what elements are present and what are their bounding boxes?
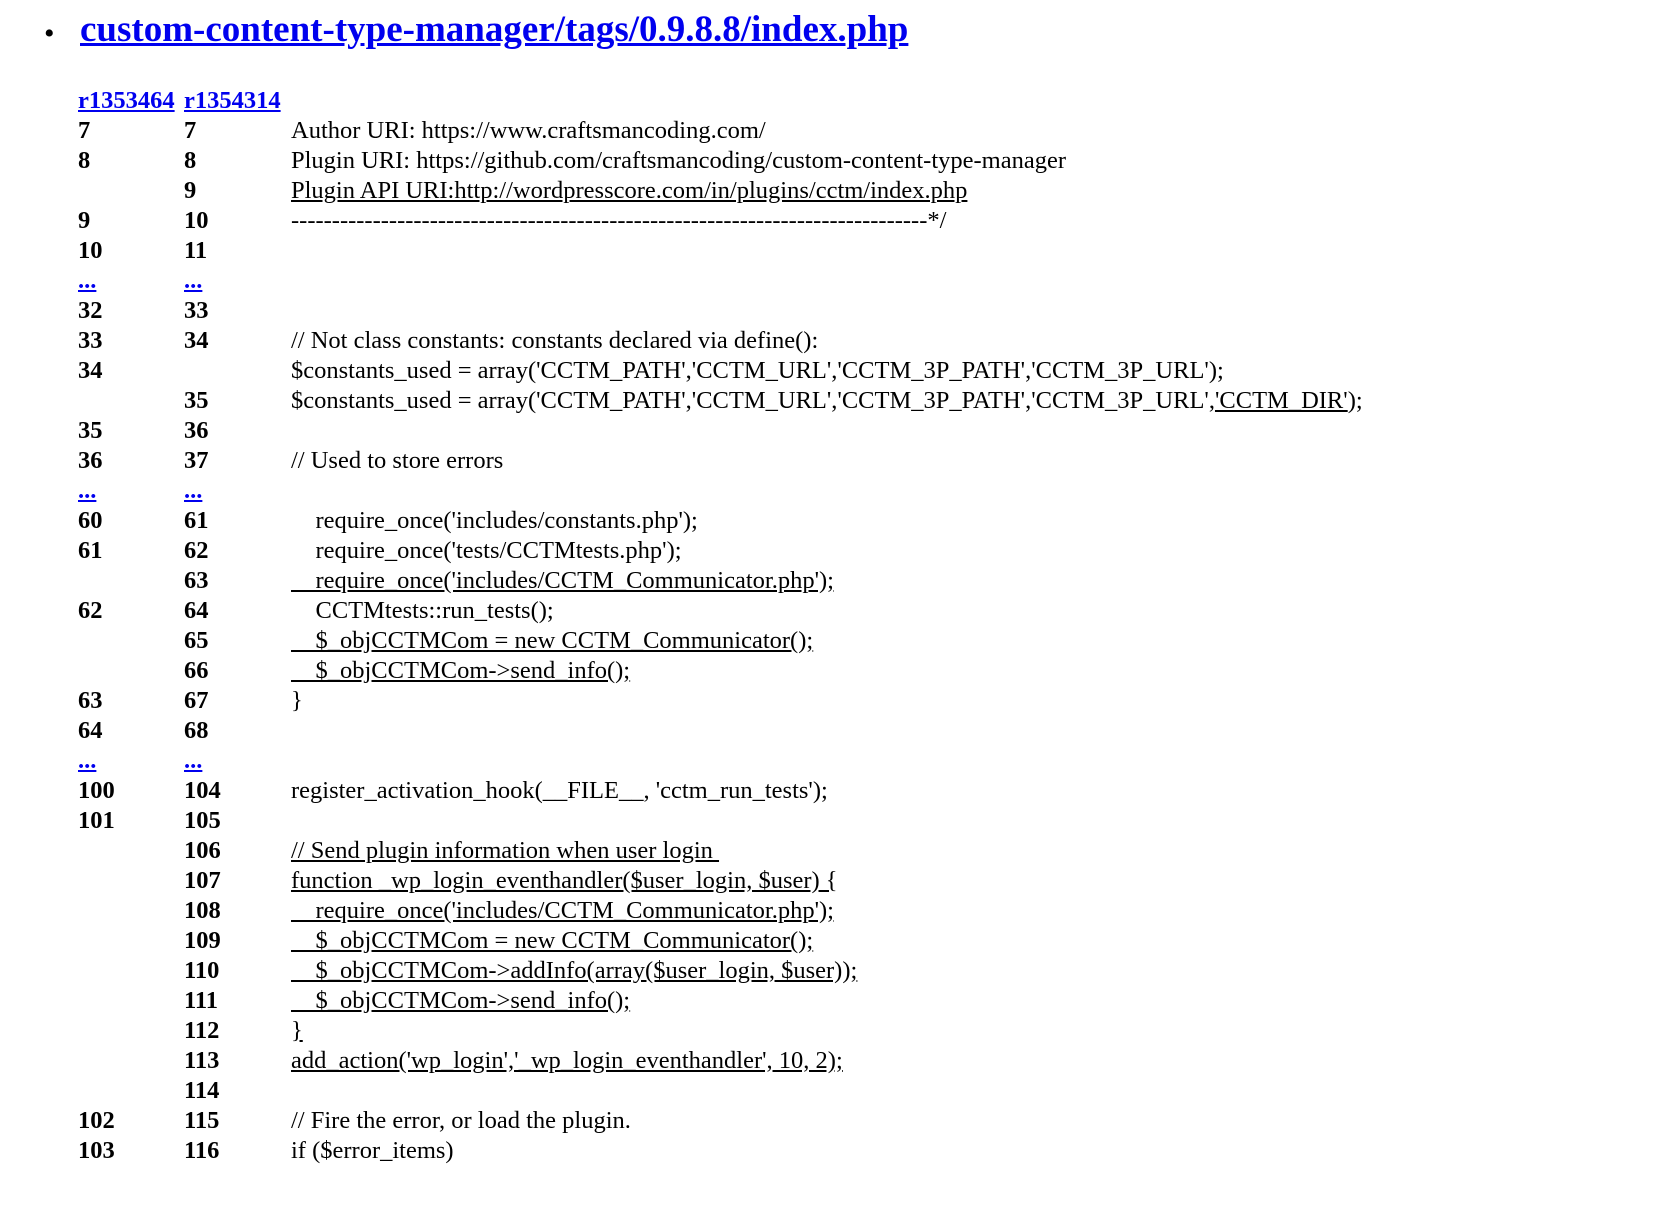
diff-line-row bbox=[78, 836, 1363, 866]
old-line-number: 64 bbox=[78, 717, 103, 744]
old-line-number bbox=[78, 956, 184, 986]
diff-line-row bbox=[78, 866, 1363, 896]
diff-table bbox=[78, 86, 1363, 1166]
diff-line-row bbox=[78, 1016, 1363, 1046]
diff-line-row bbox=[78, 416, 1363, 446]
old-line-number: 36 bbox=[78, 447, 103, 474]
old-line-number: 9 bbox=[78, 207, 91, 234]
code-line: // Send plugin information when user login bbox=[291, 837, 720, 864]
new-line-number: 105 bbox=[184, 807, 221, 834]
inserted-fragment: 'CCTM_DIR' bbox=[1214, 387, 1348, 414]
new-line-number: 68 bbox=[184, 717, 209, 744]
old-line-number bbox=[78, 1016, 184, 1046]
diff-line-row bbox=[78, 206, 1363, 236]
old-skip-cell bbox=[78, 266, 184, 296]
file-path-link[interactable]: custom-content-type-manager/tags/0.9.8.8/index.php bbox=[80, 9, 909, 50]
new-skip-cell bbox=[184, 476, 291, 506]
old-line-number bbox=[78, 626, 184, 656]
diff-line-row bbox=[78, 236, 1363, 266]
code-line: } bbox=[291, 687, 303, 714]
diff-line-row bbox=[78, 116, 1363, 146]
old-line-number bbox=[78, 986, 184, 1016]
skip-link-new[interactable]: ... bbox=[184, 747, 203, 774]
old-line-number: 8 bbox=[78, 147, 91, 174]
diff-line-row bbox=[78, 386, 1363, 416]
diff-line-row bbox=[78, 176, 1363, 206]
diff-skip-row bbox=[78, 746, 1363, 776]
code-line: require_once('includes/CCTM_Communicator.php'); bbox=[291, 897, 834, 924]
code-line: // Not class constants: constants declared via define(): bbox=[291, 327, 819, 354]
diff-line-row bbox=[78, 566, 1363, 596]
code-line: // Used to store errors bbox=[291, 447, 504, 474]
code-line bbox=[291, 236, 1363, 266]
code-line bbox=[291, 806, 1363, 836]
code-line: } bbox=[291, 1017, 303, 1044]
diff-skip-row bbox=[78, 476, 1363, 506]
new-line-number: 62 bbox=[184, 537, 209, 564]
diff-body bbox=[78, 116, 1363, 1166]
diff-line-row bbox=[78, 896, 1363, 926]
diff-line-row bbox=[78, 776, 1363, 806]
new-line-number: 109 bbox=[184, 927, 221, 954]
old-line-number bbox=[78, 926, 184, 956]
new-line-number: 8 bbox=[184, 147, 197, 174]
code-line: require_once('tests/CCTMtests.php'); bbox=[291, 537, 682, 564]
old-line-number bbox=[78, 176, 184, 206]
diff-skip-row bbox=[78, 266, 1363, 296]
skip-link-new[interactable]: ... bbox=[184, 267, 203, 294]
new-line-number: 9 bbox=[184, 177, 197, 204]
skip-link-old[interactable]: ... bbox=[78, 747, 97, 774]
diff-line-row bbox=[78, 326, 1363, 356]
code-line bbox=[291, 746, 1363, 776]
diff-line-row bbox=[78, 656, 1363, 686]
old-line-number: 62 bbox=[78, 597, 103, 624]
new-line-number: 37 bbox=[184, 447, 209, 474]
new-line-number: 64 bbox=[184, 597, 209, 624]
old-line-number bbox=[78, 1046, 184, 1076]
new-line-number: 33 bbox=[184, 297, 209, 324]
code-line: if ($error_items) bbox=[291, 1137, 454, 1164]
code-line bbox=[291, 716, 1363, 746]
new-line-number: 113 bbox=[184, 1047, 220, 1074]
new-line-number: 104 bbox=[184, 777, 221, 804]
code-line: $_objCCTMCom->addInfo(array($user_login, $user)); bbox=[291, 957, 858, 984]
old-line-number: 33 bbox=[78, 327, 103, 354]
diff-line-row bbox=[78, 146, 1363, 176]
new-line-number: 110 bbox=[184, 957, 220, 984]
old-line-number: 102 bbox=[78, 1107, 115, 1134]
new-line-number bbox=[184, 356, 291, 386]
code-line: require_once('includes/constants.php'); bbox=[291, 507, 698, 534]
code-line: require_once('includes/CCTM_Communicator.php'); bbox=[291, 567, 834, 594]
old-revision-link[interactable]: r1353464 bbox=[78, 87, 175, 114]
old-line-number bbox=[78, 386, 184, 416]
code-line bbox=[291, 266, 1363, 296]
code-line: Author URI: https://www.craftsmancoding.com/ bbox=[291, 117, 766, 144]
new-line-number: 11 bbox=[184, 237, 208, 264]
old-line-number: 35 bbox=[78, 417, 103, 444]
old-line-number bbox=[78, 1076, 184, 1106]
diff-line-row bbox=[78, 716, 1363, 746]
diff-line-row bbox=[78, 686, 1363, 716]
code-line: CCTMtests::run_tests(); bbox=[291, 597, 554, 624]
new-line-number: 114 bbox=[184, 1077, 220, 1104]
old-line-number: 101 bbox=[78, 807, 115, 834]
old-line-number: 60 bbox=[78, 507, 103, 534]
old-line-number: 61 bbox=[78, 537, 103, 564]
diff-line-row bbox=[78, 986, 1363, 1016]
code-line: Plugin URI: https://github.com/craftsmancoding/custom-content-type-manager bbox=[291, 147, 1066, 174]
code-line bbox=[291, 1076, 1363, 1106]
diff-line-row bbox=[78, 356, 1363, 386]
new-line-number: 66 bbox=[184, 657, 209, 684]
new-line-number: 10 bbox=[184, 207, 209, 234]
diff-line-row bbox=[78, 506, 1363, 536]
new-line-number: 108 bbox=[184, 897, 221, 924]
diff-line-row bbox=[78, 1076, 1363, 1106]
old-line-number bbox=[78, 836, 184, 866]
diff-line-row bbox=[78, 926, 1363, 956]
old-line-number bbox=[78, 566, 184, 596]
code-line bbox=[291, 476, 1363, 506]
new-line-number: 111 bbox=[184, 987, 219, 1014]
diff-line-row bbox=[78, 296, 1363, 326]
new-line-number: 115 bbox=[184, 1107, 220, 1134]
skip-link-old[interactable]: ... bbox=[78, 477, 97, 504]
new-line-number: 7 bbox=[184, 117, 197, 144]
code-header bbox=[291, 86, 1363, 116]
diff-line-row bbox=[78, 1106, 1363, 1136]
new-line-number: 36 bbox=[184, 417, 209, 444]
old-line-number: 32 bbox=[78, 297, 103, 324]
old-line-number bbox=[78, 656, 184, 686]
new-line-number: 61 bbox=[184, 507, 209, 534]
code-line: $_objCCTMCom = new CCTM_Communicator(); bbox=[291, 927, 814, 954]
code-line: $_objCCTMCom->send_info(); bbox=[291, 657, 631, 684]
old-line-number: 100 bbox=[78, 777, 115, 804]
code-line: function _wp_login_eventhandler($user_login, $user) { bbox=[291, 867, 838, 894]
new-line-number: 106 bbox=[184, 837, 221, 864]
code-line: // Fire the error, or load the plugin. bbox=[291, 1107, 631, 1134]
old-skip-cell bbox=[78, 476, 184, 506]
old-skip-cell bbox=[78, 746, 184, 776]
diff-line-row bbox=[78, 1046, 1363, 1076]
code-line: add_action('wp_login','_wp_login_eventhandler', 10, 2); bbox=[291, 1047, 843, 1074]
diff-line-row bbox=[78, 626, 1363, 656]
old-revision-header bbox=[78, 86, 184, 116]
skip-link-old[interactable]: ... bbox=[78, 267, 97, 294]
diff-line-row bbox=[78, 596, 1363, 626]
new-line-number: 34 bbox=[184, 327, 209, 354]
skip-link-new[interactable]: ... bbox=[184, 477, 203, 504]
new-line-number: 116 bbox=[184, 1137, 220, 1164]
code-line bbox=[291, 416, 1363, 446]
diff-line-row bbox=[78, 806, 1363, 836]
new-skip-cell bbox=[184, 266, 291, 296]
new-skip-cell bbox=[184, 746, 291, 776]
old-line-number: 103 bbox=[78, 1137, 115, 1164]
code-line: Plugin API URI:http://wordpresscore.com/in/plugins/cctm/index.php bbox=[291, 177, 968, 204]
diff-line-row bbox=[78, 536, 1363, 566]
code-line: register_activation_hook(__FILE__, 'cctm_run_tests'); bbox=[291, 777, 828, 804]
code-text: $constants_used = array('CCTM_PATH','CCTM_URL','CCTM_3P_PATH','CCTM_3P_URL', bbox=[291, 387, 1215, 414]
old-line-number: 34 bbox=[78, 357, 103, 384]
new-line-number: 107 bbox=[184, 867, 221, 894]
new-revision-link[interactable]: r1354314 bbox=[184, 87, 281, 114]
old-line-number: 10 bbox=[78, 237, 103, 264]
list-bullet: • bbox=[44, 17, 55, 50]
code-line: $_objCCTMCom = new CCTM_Communicator(); bbox=[291, 627, 814, 654]
old-line-number bbox=[78, 896, 184, 926]
diff-header-row bbox=[78, 86, 1363, 116]
old-line-number: 63 bbox=[78, 687, 103, 714]
code-text-tail: ); bbox=[1347, 387, 1363, 414]
code-line bbox=[291, 386, 1363, 416]
code-line: $_objCCTMCom->send_info(); bbox=[291, 987, 631, 1014]
new-line-number: 112 bbox=[184, 1017, 220, 1044]
code-line bbox=[291, 296, 1363, 326]
diff-line-row bbox=[78, 1136, 1363, 1166]
diff-line-row bbox=[78, 446, 1363, 476]
new-line-number: 65 bbox=[184, 627, 209, 654]
code-line: $constants_used = array('CCTM_PATH','CCTM_URL','CCTM_3P_PATH','CCTM_3P_URL'); bbox=[291, 357, 1224, 384]
new-revision-header bbox=[184, 86, 291, 116]
new-line-number: 35 bbox=[184, 387, 209, 414]
new-line-number: 67 bbox=[184, 687, 209, 714]
diff-line-row bbox=[78, 956, 1363, 986]
old-line-number: 7 bbox=[78, 117, 91, 144]
new-line-number: 63 bbox=[184, 567, 209, 594]
code-line: ------------------------------------------------------------------------------*/ bbox=[291, 207, 947, 234]
old-line-number bbox=[78, 866, 184, 896]
